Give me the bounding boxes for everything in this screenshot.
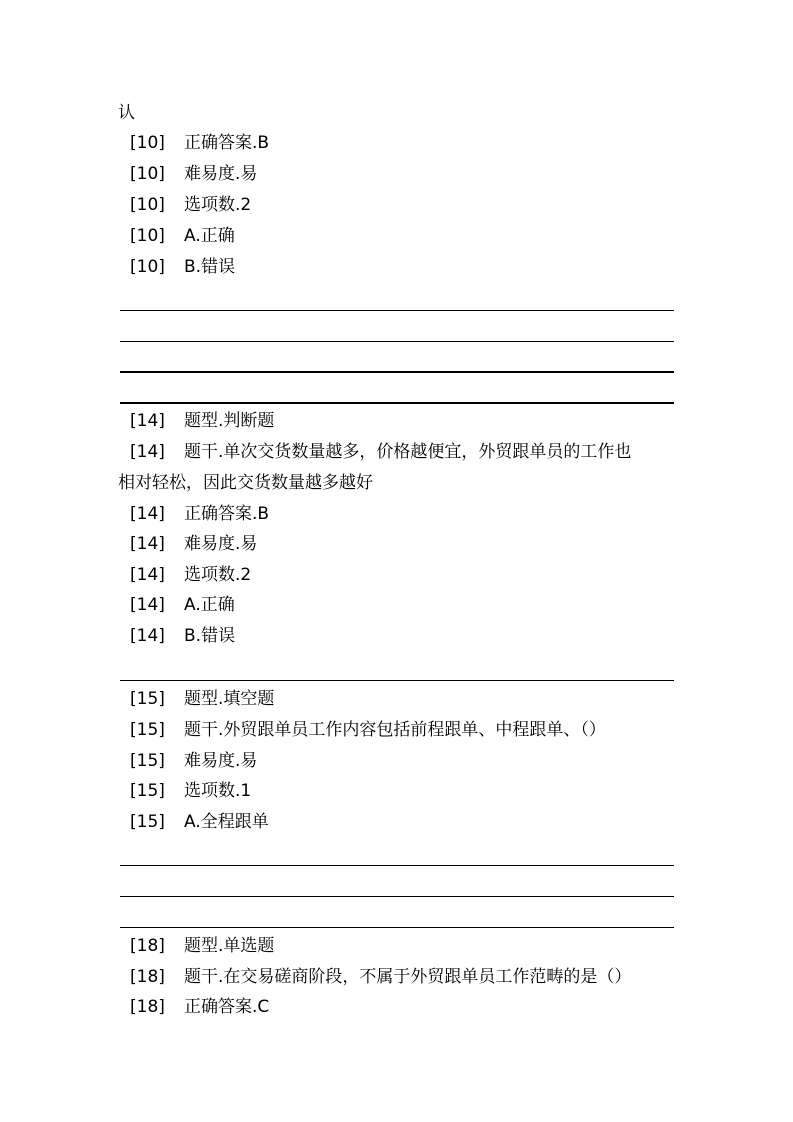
lead-fragment: 认 xyxy=(118,103,135,123)
question-stem-line: 题干.在交易磋商阶段，不属于外贸跟单员工作范畴的是（） xyxy=(184,967,632,987)
question-tag: [14] xyxy=(130,534,165,554)
divider-line xyxy=(120,865,674,866)
question-tag: [15] xyxy=(130,720,165,740)
question-type-line: 题型.单选题 xyxy=(184,936,275,956)
divider-line xyxy=(120,927,674,928)
question-tag: [10] xyxy=(130,257,165,277)
question-tag: [10] xyxy=(130,164,165,184)
divider-line xyxy=(120,680,674,681)
divider-line xyxy=(120,371,674,373)
question-tag: [18] xyxy=(130,997,165,1017)
option-a: A.正确 xyxy=(184,595,235,615)
option-count-line: 选项数.2 xyxy=(184,565,252,585)
difficulty-line: 难易度.易 xyxy=(184,534,258,554)
option-a: A.全程跟单 xyxy=(184,812,269,832)
question-tag: [15] xyxy=(130,781,165,801)
option-b: B.错误 xyxy=(184,626,236,646)
question-tag: [15] xyxy=(130,689,165,709)
question-tag: [14] xyxy=(130,504,165,524)
question-tag: [15] xyxy=(130,812,165,832)
question-tag: [15] xyxy=(130,751,165,771)
question-tag: [14] xyxy=(130,595,165,615)
divider-line xyxy=(120,341,674,342)
question-tag: [14] xyxy=(130,411,165,431)
question-tag: [10] xyxy=(130,195,165,215)
option-count-line: 选项数.2 xyxy=(184,195,252,215)
divider-line xyxy=(120,310,674,311)
difficulty-line: 难易度.易 xyxy=(184,751,258,771)
answer-line: 正确答案.B xyxy=(184,133,270,153)
question-stem-line: 题干.单次交货数量越多，价格越便宜，外贸跟单员的工作也 xyxy=(184,442,632,462)
question-tag: [14] xyxy=(130,442,165,462)
question-stem-line: 题干.外贸跟单员工作内容包括前程跟单、中程跟单、（） xyxy=(184,720,606,740)
question-type-line: 题型.填空题 xyxy=(184,689,275,709)
divider-line xyxy=(120,896,674,897)
option-count-line: 选项数.1 xyxy=(184,781,252,801)
question-tag: [10] xyxy=(130,226,165,246)
answer-line: 正确答案.B xyxy=(184,504,270,524)
question-tag: [18] xyxy=(130,967,165,987)
difficulty-line: 难易度.易 xyxy=(184,164,258,184)
question-tag: [14] xyxy=(130,565,165,585)
question-stem-wrap: 相对轻松，因此交货数量越多越好 xyxy=(118,473,373,493)
question-tag: [10] xyxy=(130,133,165,153)
question-type-line: 题型.判断题 xyxy=(184,411,275,431)
question-tag: [14] xyxy=(130,626,165,646)
option-b: B.错误 xyxy=(184,257,236,277)
question-tag: [18] xyxy=(130,936,165,956)
divider-line xyxy=(120,402,674,404)
option-a: A.正确 xyxy=(184,226,235,246)
answer-line: 正确答案.C xyxy=(184,997,270,1017)
